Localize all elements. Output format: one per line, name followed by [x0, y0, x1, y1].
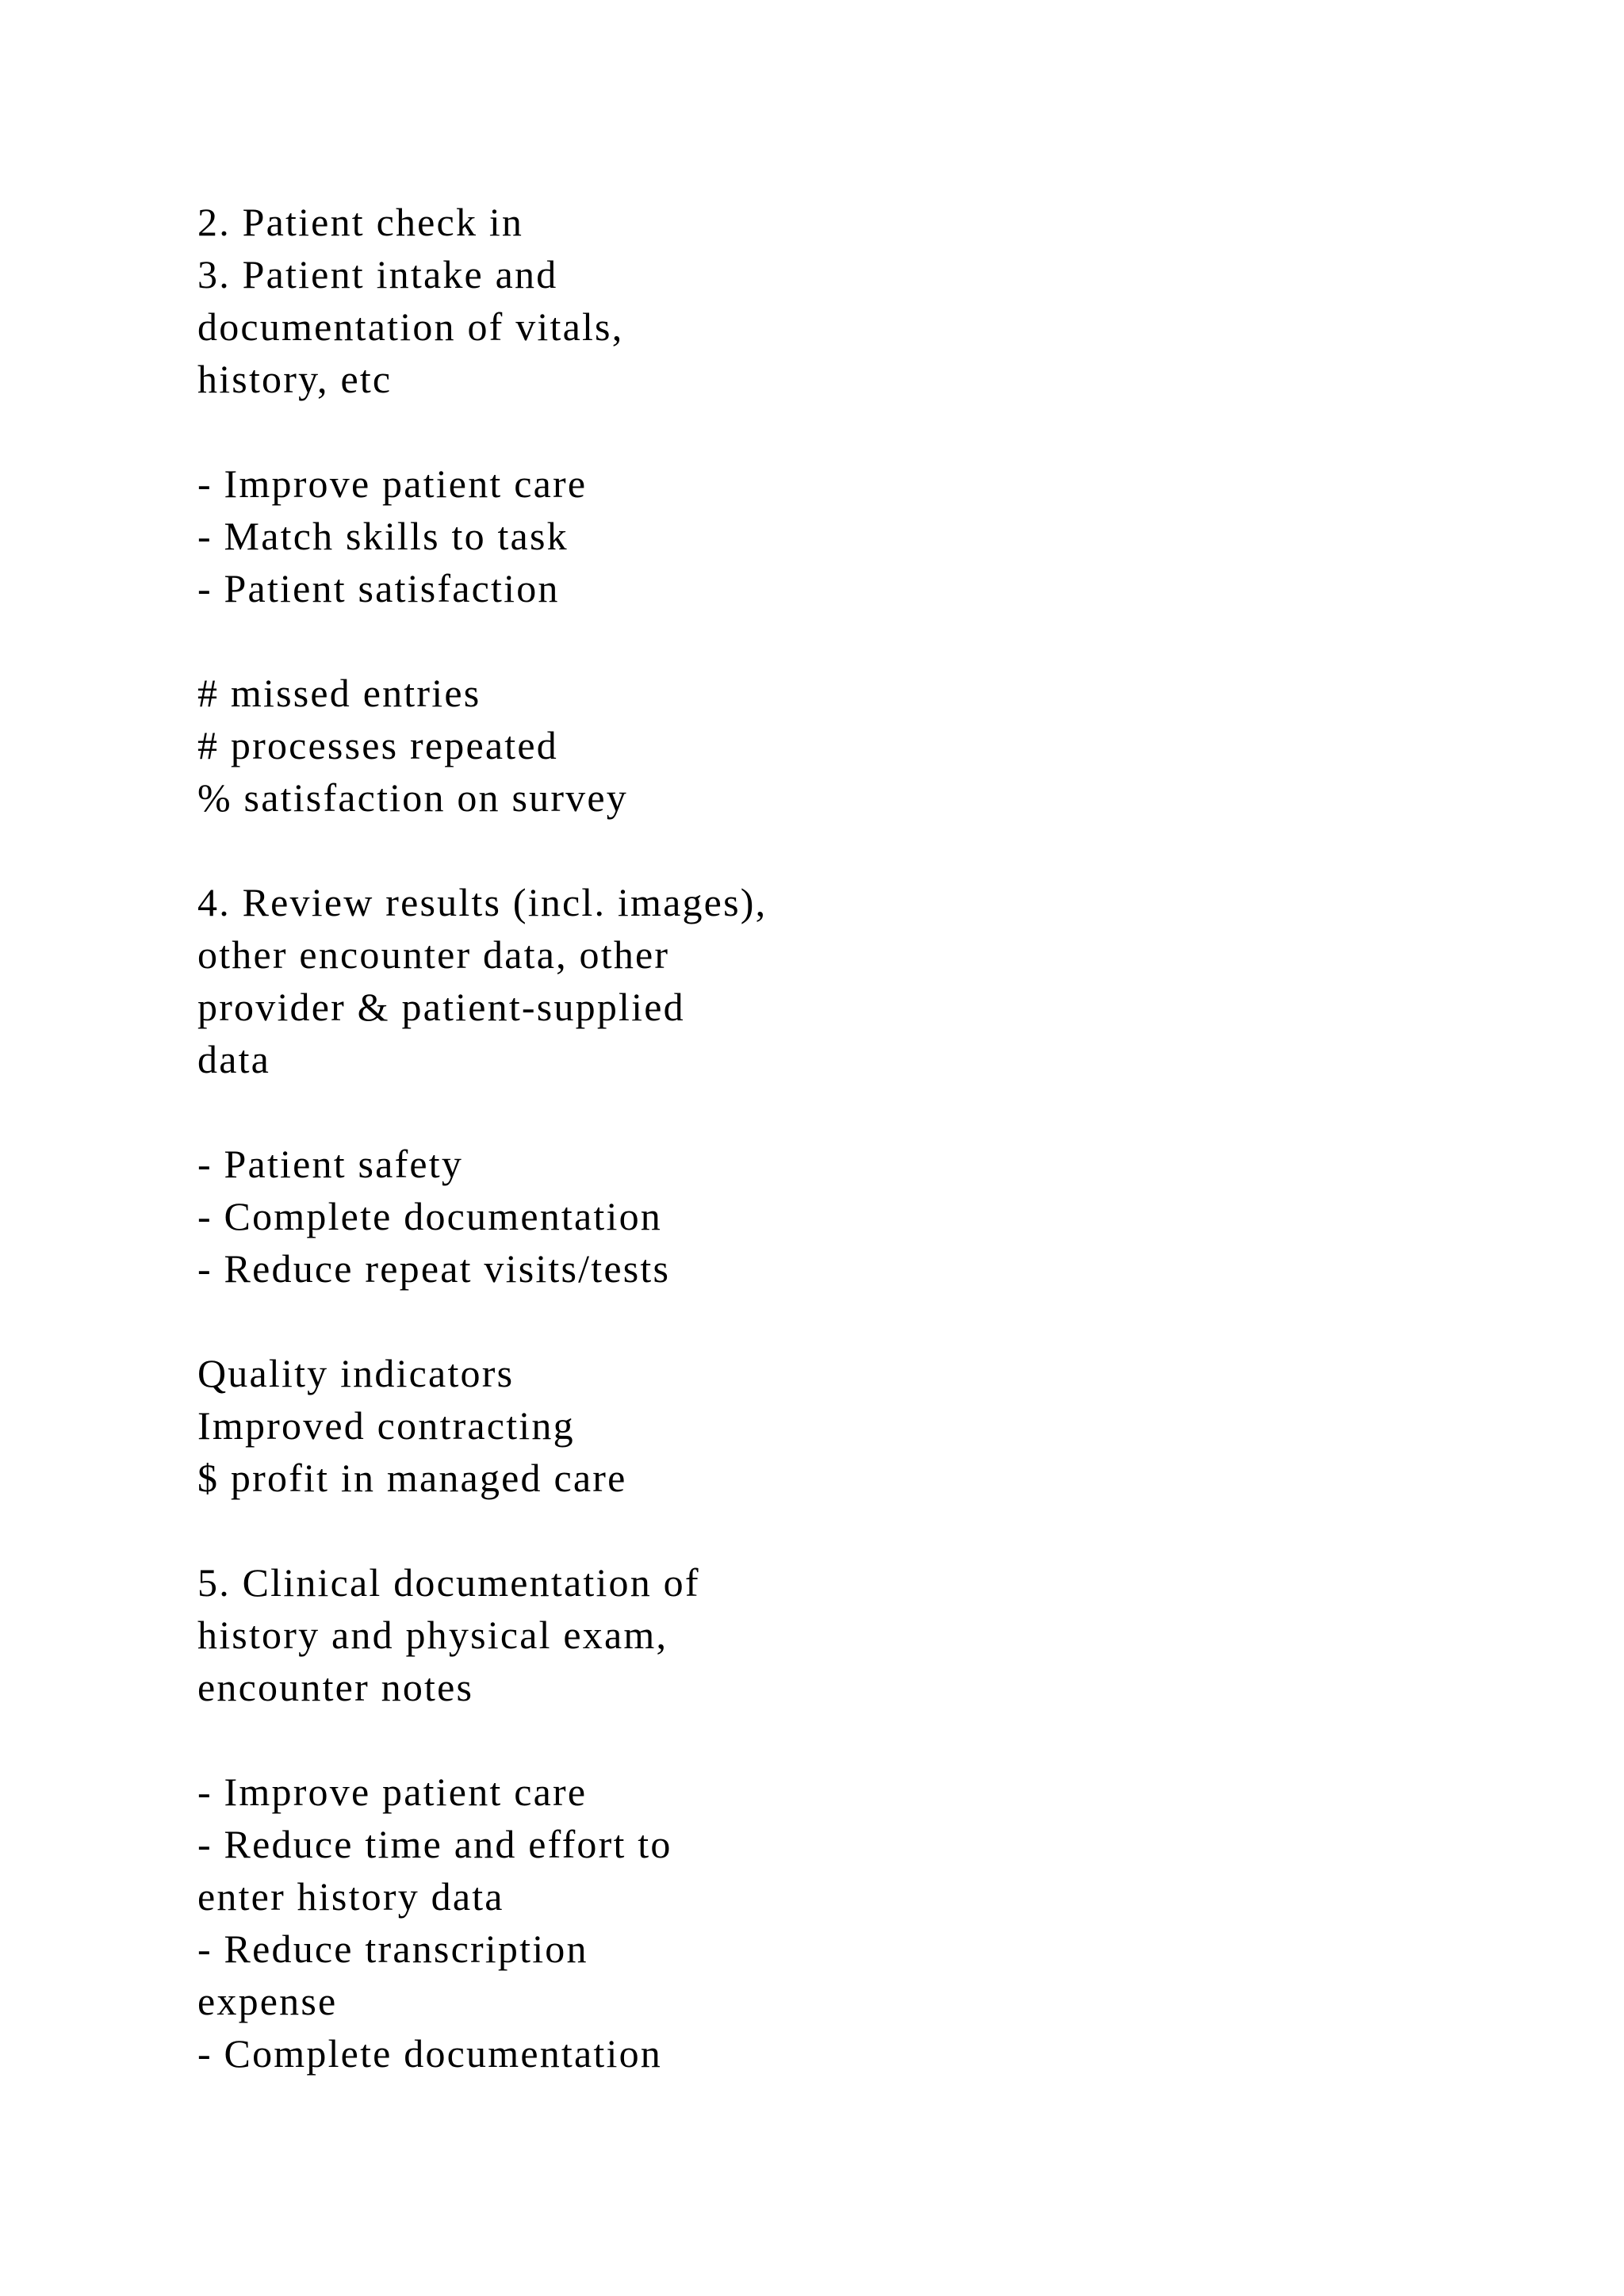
text-line: $ profit in managed care: [197, 1456, 627, 1500]
document-body: [197, 196, 1545, 2080]
text-line: - Patient satisfaction: [197, 566, 560, 610]
text-line: 2. Patient check in: [197, 200, 524, 244]
text-line: - Improve patient care: [197, 461, 588, 506]
text-line: # missed entries: [197, 671, 481, 715]
text-line: - Complete documentation: [197, 2031, 663, 2076]
blank-line: [197, 1295, 1545, 1347]
text-line: data: [197, 1037, 271, 1081]
text-line: - Complete documentation: [197, 1194, 663, 1238]
text-line: - Reduce repeat visits/tests: [197, 1246, 671, 1291]
text-line: - Reduce transcription: [197, 1927, 588, 1971]
blank-line: [197, 1085, 1545, 1138]
blank-line: [197, 614, 1545, 667]
text-line: Improved contracting: [197, 1403, 575, 1448]
text-line: - Patient safety: [197, 1142, 464, 1186]
text-line: expense: [197, 1979, 338, 2023]
text-line: enter history data: [197, 1874, 504, 1919]
blank-line: [197, 824, 1545, 876]
text-line: other encounter data, other: [197, 932, 670, 977]
blank-line: [197, 405, 1545, 457]
text-line: 5. Clinical documentation of: [197, 1560, 700, 1605]
text-line: provider & patient-supplied: [197, 985, 685, 1029]
blank-line: [197, 1713, 1545, 1766]
text-line: history, etc: [197, 357, 393, 401]
text-line: 3. Patient intake and: [197, 252, 558, 297]
text-line: - Match skills to task: [197, 514, 569, 558]
text-line: % satisfaction on survey: [197, 775, 628, 820]
blank-line: [197, 1504, 1545, 1556]
text-line: 4. Review results (incl. images),: [197, 880, 768, 924]
text-line: encounter notes: [197, 1665, 474, 1709]
text-line: Quality indicators: [197, 1351, 515, 1395]
text-line: history and physical exam,: [197, 1613, 668, 1657]
text-line: # processes repeated: [197, 723, 558, 767]
text-line: documentation of vitals,: [197, 304, 624, 349]
text-line: - Reduce time and effort to: [197, 1822, 672, 1866]
text-line: - Improve patient care: [197, 1770, 588, 1814]
